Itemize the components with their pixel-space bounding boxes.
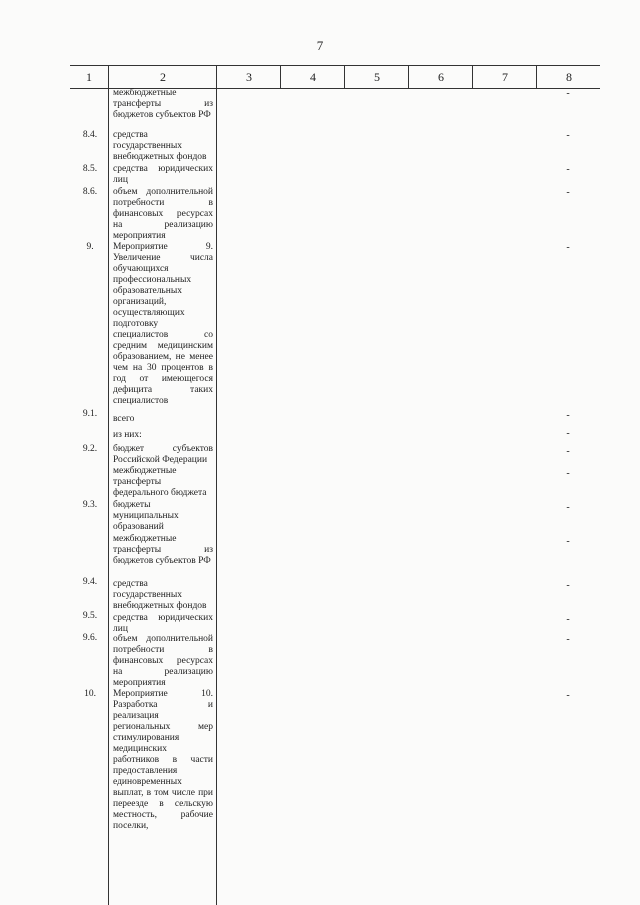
row-description: бюджеты муниципальных образований [113,500,179,532]
row-description: средства юридических лиц [113,164,213,185]
row-number: 9.2. [82,444,98,454]
row-value: - [566,634,570,645]
row-description: межбюджетные трансферты из бюджетов субъектов РФ [113,534,213,566]
row-number: 9.5. [82,611,98,621]
column-header-5: 5 [344,66,409,88]
row-description: бюджет субъектов Российской Федерации [113,444,213,465]
row-number: 9.6. [82,633,98,643]
row-number: 8.6. [82,187,98,197]
row-description: Мероприятие 9. Увеличение числа обучающихся профессиональных образовательных организаций, осуществляющих подготовку специалистов со средним медицинским образованием, не менее чем на 30 процентов в год от имеющегося дефицита таких специалистов [113,242,213,406]
row-value: - [566,187,570,198]
row-number: 8.4. [82,130,98,140]
column-header-6: 6 [408,66,473,88]
row-description: межбюджетные трансферты из бюджетов субъектов РФ [113,88,213,120]
row-number: 8.5. [82,164,98,174]
row-description: Мероприятие 10. Разработка и реализация региональных мер стимулирования медицинских работников в части предоставления единовременных выплат, в том числе при переезде в сельскую местность, рабочие поселки, [113,689,213,831]
page-number: 7 [316,38,324,53]
row-value: - [566,164,570,175]
row-description: объем дополнительной потребности в финансовых ресурсах на реализацию мероприятия [113,187,213,241]
row-value: - [566,446,570,457]
row-description: средства государственных внебюджетных фондов [113,579,207,611]
row-number: 9. [86,242,94,252]
row-value: - [566,410,570,421]
row-description: из них: [113,430,142,440]
row-number: 9.4. [82,577,98,587]
column-divider [108,87,109,905]
column-header-4: 4 [280,66,345,88]
row-number: 10. [84,689,96,699]
row-description: межбюджетные трансферты федерального бюджета [113,466,207,498]
row-value: - [566,536,570,547]
column-header-8: 8 [536,66,601,88]
column-header-3: 3 [216,66,281,88]
row-number: 9.3. [82,500,98,510]
row-value: - [566,88,570,99]
row-value: - [566,614,570,625]
row-value: - [566,690,570,701]
row-value: - [566,502,570,513]
row-number: 9.1. [82,409,98,419]
column-divider [216,87,217,905]
row-value: - [566,130,570,141]
row-description: средства юридических лиц [113,613,213,634]
column-header-2: 2 [108,66,217,88]
row-description: объем дополнительной потребности в финансовых ресурсах на реализацию мероприятия [113,634,213,688]
column-header-7: 7 [472,66,537,88]
row-value: - [566,580,570,591]
row-value: - [566,468,570,479]
row-value: - [566,428,570,439]
table-header-row [70,65,600,89]
row-description: всего [113,414,135,424]
row-description: средства государственных внебюджетных фондов [113,130,207,162]
row-value: - [566,242,570,253]
column-header-1: 1 [86,70,92,84]
